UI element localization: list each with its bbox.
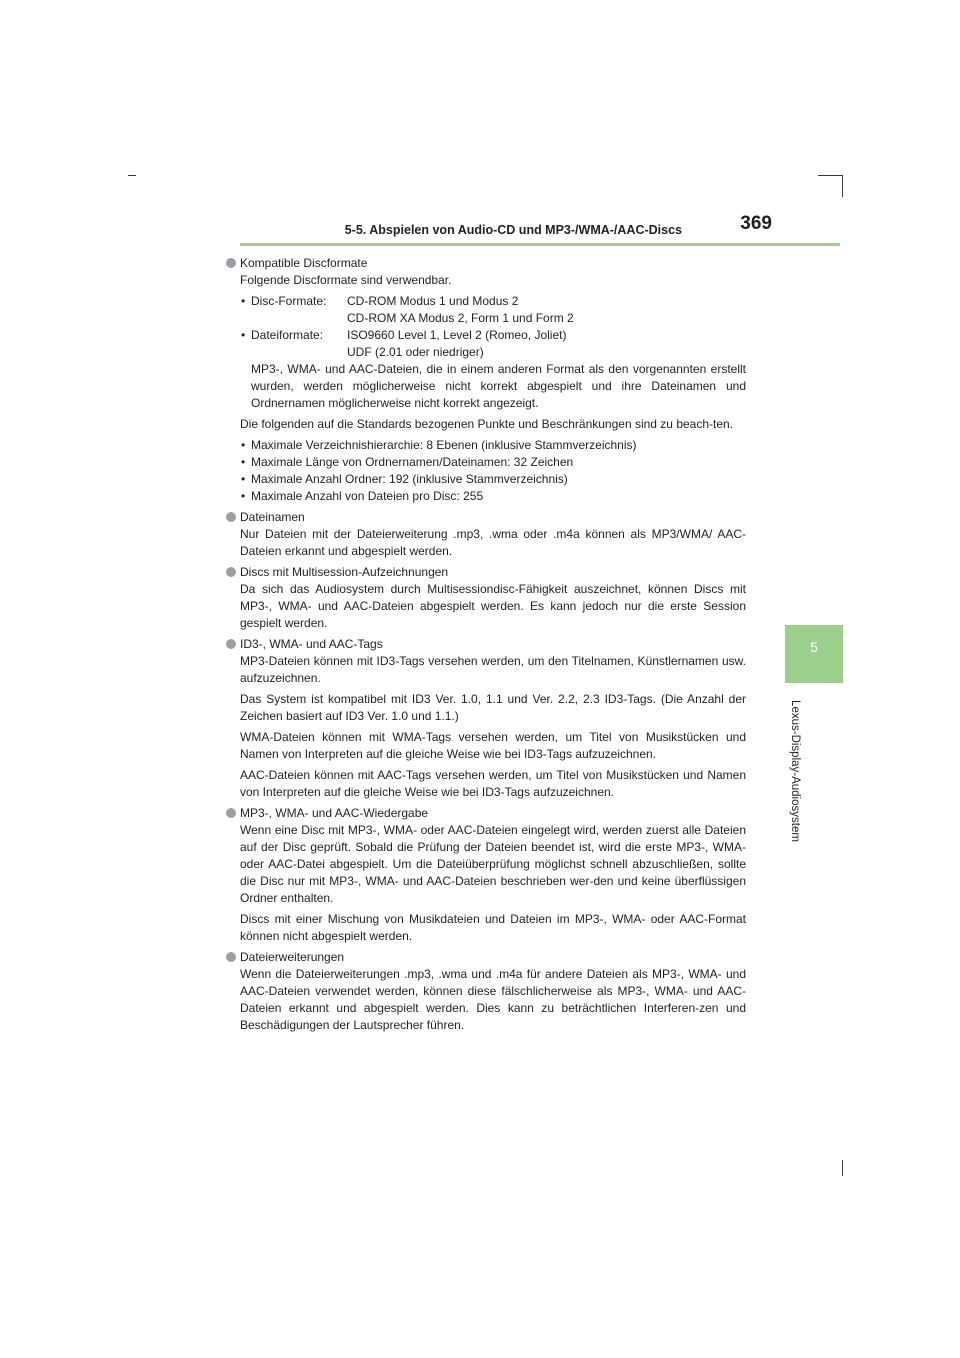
list-item xyxy=(226,471,746,488)
chapter-number: 5 xyxy=(810,639,818,655)
section-multisession xyxy=(226,564,746,632)
list-item xyxy=(226,437,746,454)
format-value: CD-ROM XA Modus 2, Form 1 und Form 2 xyxy=(347,311,574,325)
bullet-circle-icon xyxy=(226,567,236,577)
format-label: Disc-Formate: xyxy=(251,294,327,308)
section-heading xyxy=(226,255,746,272)
bullet-circle-icon xyxy=(226,512,236,522)
paragraph: AAC-Dateien können mit AAC-Tags versehen werden, um Titel von Musikstücken und Namen von Interpreten auf die gleiche Weise wie bei ID3-Tags aufzuzeichnen. xyxy=(240,768,746,799)
crop-mark-bottom-right-v xyxy=(842,1160,843,1176)
bullet-circle-icon xyxy=(226,808,236,818)
format-note: MP3-, WMA- und AAC-Dateien, die in einem anderen Format als den vorgenannten erstellt wurden, werden möglicherweise nicht korrekt abgespielt und ihre Dateinamen und Ordnernamen möglicherweise nicht korrekt angezeigt. xyxy=(251,362,746,410)
chapter-tab xyxy=(785,625,843,683)
paragraph: Wenn eine Disc mit MP3-, WMA- oder AAC-Dateien eingelegt wird, werden zuerst alle Dateien auf der Disc geprüft. Sobald die Prüfung der Dateien beendet ist, wird die erste MP3-, WMA- oder AAC-Datei abgespielt. Um die Dateiüberprüfung möglichst schnell abzuschließen, sollte die Disc nur mit MP3-, WMA- und AAC-Dateien beschrieben wer-den und keine überflüssigen Ordner enthalten. xyxy=(240,823,746,905)
page-number: 369 xyxy=(740,213,772,234)
list-dot: • xyxy=(241,489,246,503)
header-rule xyxy=(240,243,840,246)
list-dot: • xyxy=(241,455,246,469)
paragraph: Wenn die Dateierweiterungen .mp3, .wma und .m4a für andere Dateien als MP3-, WMA- und AAC-Dateien verwendet werden, können diese fälschlicherweise als MP3-, WMA- und AAC-Dateien erkannt und abgespielt werden. Dies kann zu beträchtlichen Interferen-zen und Beschädigungen der Lautsprecher führen. xyxy=(240,967,746,1032)
paragraph: Das System ist kompatibel mit ID3 Ver. 1.0, 1.1 und Ver. 2.2, 2.3 ID3-Tags. (Die Anzahl der Zeichen basiert auf ID3 Ver. 1.0 und 1.1.) xyxy=(240,692,746,723)
section-title: Discs mit Multisession-Aufzeichnungen xyxy=(240,565,449,579)
format-row xyxy=(226,293,746,327)
format-value: UDF (2.01 oder niedriger) xyxy=(347,345,484,359)
crop-mark-top-left xyxy=(128,175,136,176)
section-heading xyxy=(226,636,746,653)
section-heading xyxy=(226,805,746,822)
section-title: Dateierweiterungen xyxy=(240,950,345,964)
list-dot: • xyxy=(241,328,246,342)
list-dot: • xyxy=(241,438,246,452)
chapter-label xyxy=(785,690,805,860)
bullet-circle-icon xyxy=(226,258,236,268)
chapter-label-text: Lexus-Display-Audiosystem xyxy=(789,700,801,842)
paragraph: Discs mit einer Mischung von Musikdateien und Dateien im MP3-, WMA- oder AAC-Format können nicht abgespielt werden. xyxy=(240,912,746,943)
section-title: Dateinamen xyxy=(240,510,305,524)
section-tags xyxy=(226,636,746,801)
format-values xyxy=(347,327,566,361)
section-file-extensions xyxy=(226,949,746,1034)
format-values xyxy=(347,293,574,327)
list-item-text: Maximale Anzahl von Dateien pro Disc: 255 xyxy=(251,489,484,503)
format-value: ISO9660 Level 1, Level 2 (Romeo, Joliet) xyxy=(347,328,567,342)
section-file-names xyxy=(226,509,746,560)
paragraph: Nur Dateien mit der Dateierweiterung .mp3, .wma oder .m4a können als MP3/WMA/ AAC-Dateien erkannt und abgespielt werden. xyxy=(240,527,746,558)
list-dot: • xyxy=(241,294,246,308)
list-item xyxy=(226,488,746,505)
format-value: CD-ROM Modus 1 und Modus 2 xyxy=(347,294,519,308)
format-label: Dateiformate: xyxy=(251,328,324,342)
section-title: MP3-, WMA- und AAC-Wiedergabe xyxy=(240,806,429,820)
paragraph: Da sich das Audiosystem durch Multisessiondisc-Fähigkeit auszeichnet, können Discs mit MP3-, WMA- und AAC-Dateien abgespielt werden. Es kann jedoch nur die erste Session gespielt werden. xyxy=(240,582,746,630)
crop-mark-top-right-v xyxy=(842,175,843,197)
crop-mark-top-right-h xyxy=(818,175,842,176)
bullet-circle-icon xyxy=(226,639,236,649)
header-title: 5-5. Abspielen von Audio-CD und MP3-/WMA-/AAC-Discs xyxy=(344,223,682,237)
main-content xyxy=(226,255,746,1038)
list-dot: • xyxy=(241,472,246,486)
section-heading xyxy=(226,509,746,526)
list-item-text: Maximale Anzahl Ordner: 192 (inklusive Stammverzeichnis) xyxy=(251,472,568,486)
section-heading xyxy=(226,949,746,966)
format-row xyxy=(226,327,746,361)
page-header xyxy=(240,215,840,245)
list-item-text: Maximale Verzeichnishierarchie: 8 Ebenen (inklusive Stammverzeichnis) xyxy=(251,438,637,452)
paragraph: Die folgenden auf die Standards bezogenen Punkte und Beschränkungen sind zu beach-ten. xyxy=(240,417,734,431)
list-item xyxy=(226,454,746,471)
bullet-circle-icon xyxy=(226,952,236,962)
section-playback xyxy=(226,805,746,945)
paragraph: WMA-Dateien können mit WMA-Tags versehen werden, um Titel von Musikstücken und Namen von Interpreten auf die gleiche Weise wie bei ID3-Tags aufzuzeichnen. xyxy=(240,730,746,761)
paragraph: Folgende Discformate sind verwendbar. xyxy=(240,273,452,287)
section-title: Kompatible Discformate xyxy=(240,256,368,270)
section-disc-formats xyxy=(226,255,746,505)
section-title: ID3-, WMA- und AAC-Tags xyxy=(240,637,383,651)
section-heading xyxy=(226,564,746,581)
paragraph: MP3-Dateien können mit ID3-Tags versehen werden, um den Titelnamen, Künstlernamen usw. aufzuzeichnen. xyxy=(240,654,746,685)
list-item-text: Maximale Länge von Ordnernamen/Dateinamen: 32 Zeichen xyxy=(251,455,574,469)
